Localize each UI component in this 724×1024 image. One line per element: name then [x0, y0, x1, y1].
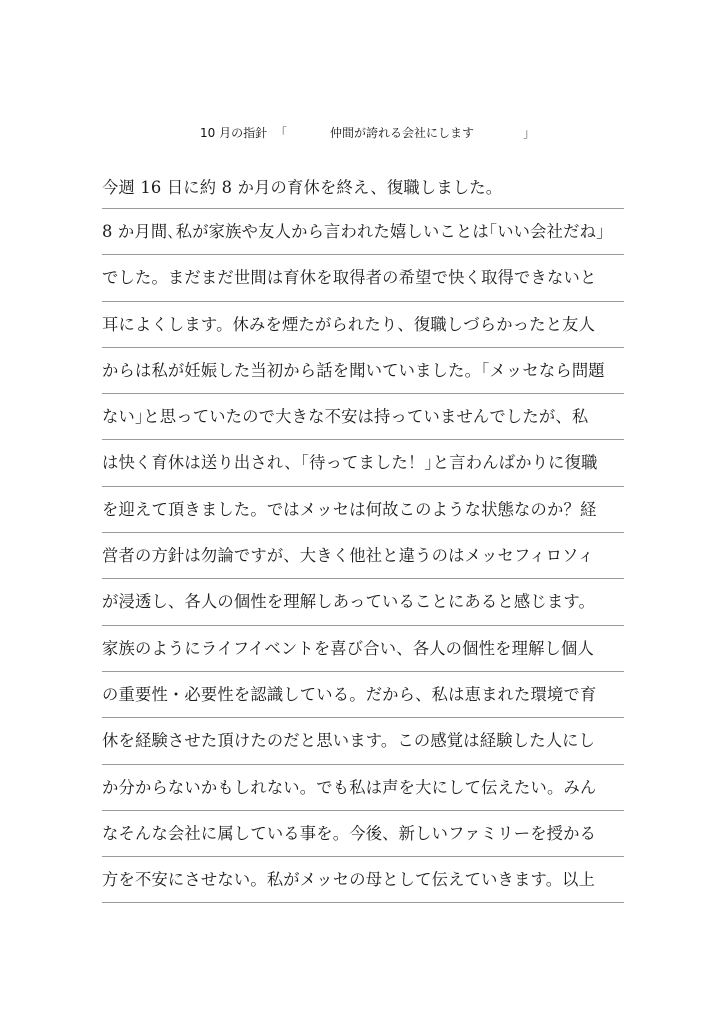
- text-line: を迎えて頂きました。ではメッセは何故このような状態なのか？経: [102, 487, 624, 533]
- body-text: [102, 164, 624, 903]
- text-line: ない｣と思っていたので大きな不安は持っていませんでしたが、私: [102, 394, 624, 440]
- text-line: は快く育休は送り出され、｢待ってました！｣と言わんばかりに復職: [102, 440, 624, 486]
- title-prefix: 10 月の指針: [200, 126, 268, 140]
- text-line: が浸透し、各人の個性を理解しあっていることにあると感じます。: [102, 579, 624, 625]
- text-line: でした。まだまだ世間は育休を取得者の希望で快く取得できないと: [102, 255, 624, 301]
- text-line: 方を不安にさせない。私がメッセの母として伝えていきます。以上: [102, 857, 624, 903]
- title-slogan: 仲間が誇れる会社にします: [330, 126, 475, 140]
- text-line: 8 か月間､私が家族や友人から言われた嬉しいことは｢いい会社だね｣: [102, 209, 624, 255]
- text-line: 営者の方針は勿論ですが、大きく他社と違うのはメッセフィロソィ: [102, 533, 624, 579]
- text-line: の重要性・必要性を認識している。だから、私は恵まれた環境で育: [102, 672, 624, 718]
- title-close-bracket: 」: [523, 126, 536, 140]
- text-line: からは私が妊娠した当初から話を聞いていました。｢メッセなら問題: [102, 348, 624, 394]
- text-line: 今週 16 日に約 8 か月の育休を終え、復職しました。: [102, 164, 624, 209]
- text-line: か分からないかもしれない。でも私は声を大にして伝えたい。みん: [102, 765, 624, 811]
- text-line: 休を経験させた頂けたのだと思います。この感覚は経験した人にし: [102, 718, 624, 764]
- text-line: 家族のようにライフイベントを喜び合い、各人の個性を理解し個人: [102, 626, 624, 672]
- page-title: [200, 123, 540, 143]
- text-line: 耳によくします。休みを煙たがられたり、復職しづらかったと友人: [102, 302, 624, 348]
- title-open-bracket: 「: [275, 126, 288, 140]
- text-line: なそんな会社に属している事を。今後、新しいファミリーを授かる: [102, 811, 624, 857]
